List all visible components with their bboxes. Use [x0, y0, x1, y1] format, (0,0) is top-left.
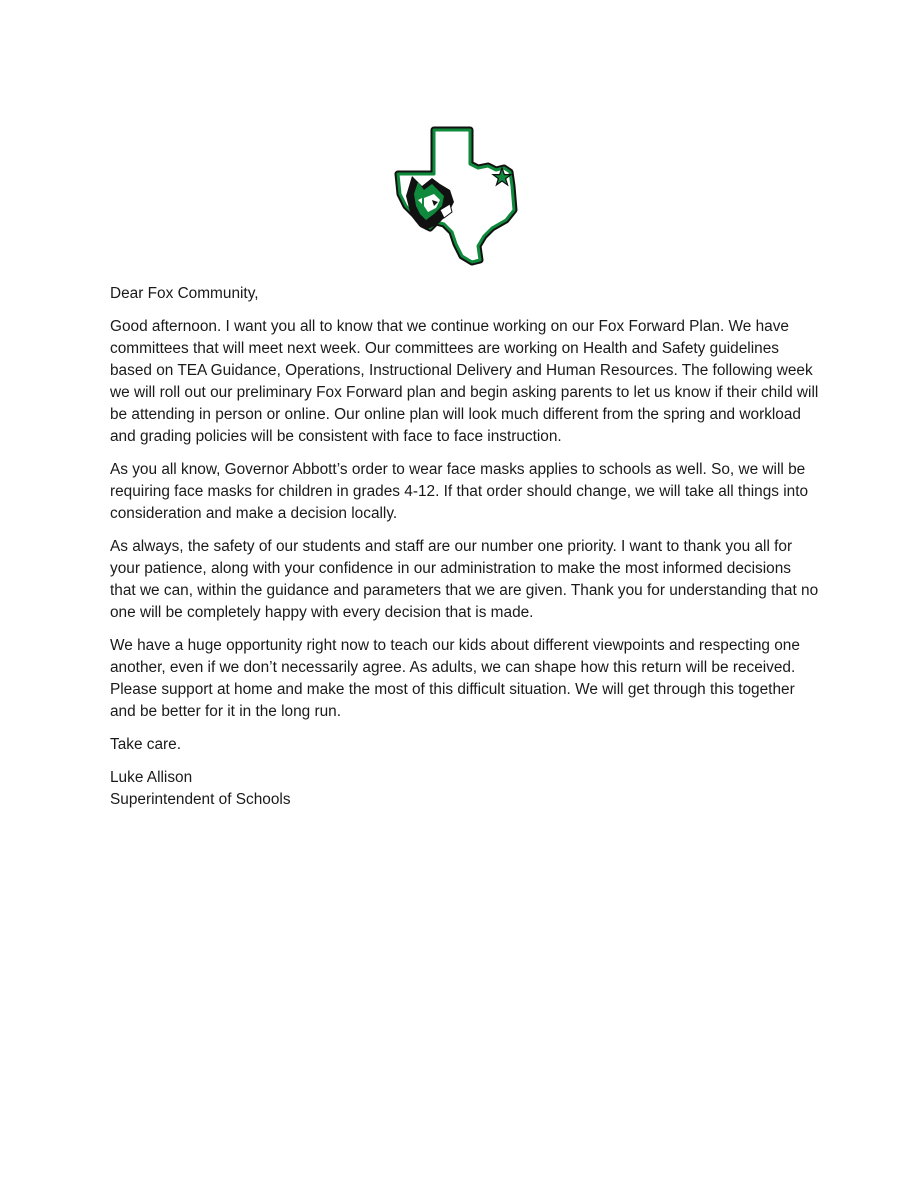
salutation: Dear Fox Community, — [110, 285, 259, 302]
signature-name: Luke Allison — [110, 769, 193, 786]
signature — [110, 767, 820, 811]
paragraph-face-masks: As you all know, Governor Abbott’s order to wear face masks applies to schools as well. So, we will be requiring face masks for children in grades 4-12. If that order should change, we will take all things into consideration and make a decision locally. — [110, 461, 809, 522]
paragraph-opportunity: We have a huge opportunity right now to teach our kids about different viewpoints and respecting one another, even if we don’t necessarily agree. As adults, we can shape how this return will be received. Please support at home and make the most of this difficult situation. We will get through this together and be better for it in the long run. — [110, 637, 800, 720]
closing: Take care. — [110, 736, 182, 753]
letter-body — [110, 283, 820, 811]
paragraph-safety-priority: As always, the safety of our students and staff are our number one priority. I want to thank you all for your patience, along with your confidence in our administration to make the most informed decisions that we can, within the guidance and parameters that we are given. Thank you for understanding that no one will be completely happy with every decision that is made. — [110, 538, 819, 621]
signature-title: Superintendent of Schools — [110, 791, 291, 808]
paragraph-fox-forward-plan: Good afternoon. I want you all to know that we continue working on our Fox Forward Plan. We have committees that will meet next week. Our committees are working on Health and Safety guidelines based on TEA Guidance, Operations, Instructional Delivery and Human Resources. The following week we will roll out our preliminary Fox Forward plan and begin asking parents to let us know if their child will be attending in person or online. Our online plan will look much different from the spring and workload and grading policies will be consistent with face to face instruction. — [110, 318, 819, 445]
texas-fox-logo-icon — [392, 124, 520, 268]
